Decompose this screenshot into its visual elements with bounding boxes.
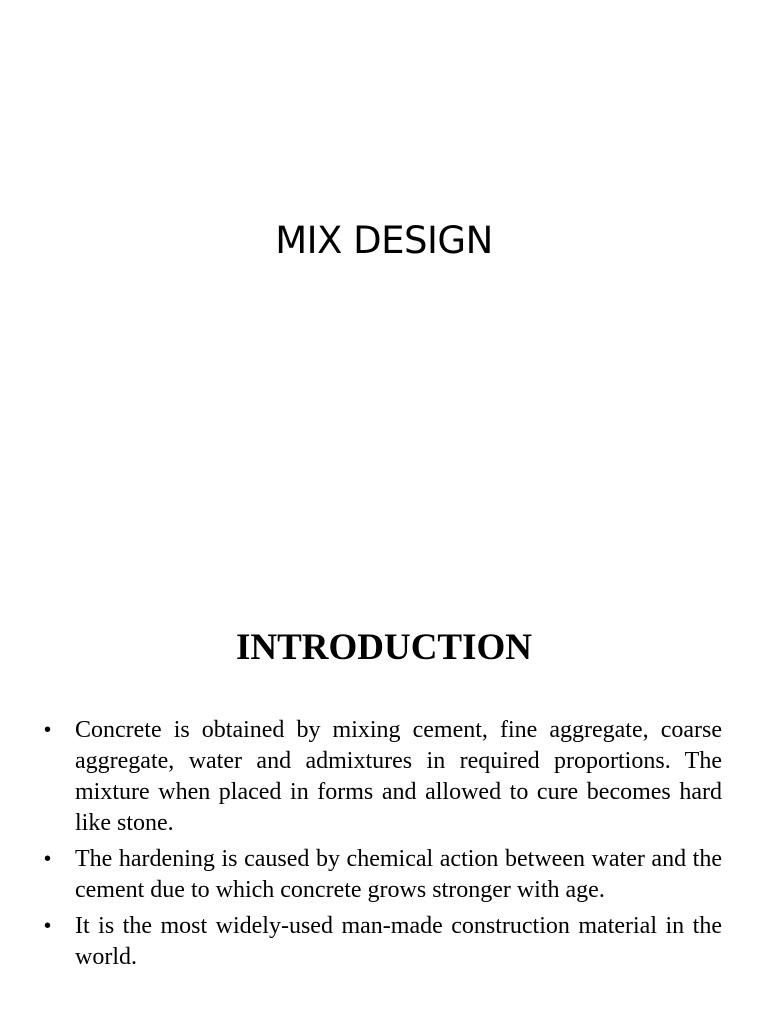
bullet-item: [44, 715, 722, 839]
bullet-item: [44, 844, 722, 906]
bullet-text: Concrete is obtained by mixing cement, fine aggregate, coarse aggregate, water and admixtures in required proportions. The mixture when placed in forms and allowed to cure becomes hard like stone.: [75, 717, 722, 836]
bullet-text: It is the most widely-used man-made construction material in the world.: [75, 913, 722, 970]
section-heading: INTRODUCTION: [235, 627, 533, 668]
bullet-list: [44, 715, 722, 978]
bullet-icon: •: [44, 719, 52, 741]
bullet-icon: •: [44, 848, 52, 870]
bullet-text: The hardening is caused by chemical action between water and the cement due to which concrete grows stronger with age.: [75, 846, 722, 903]
bullet-item: [44, 911, 722, 973]
slide-title: MIX DESIGN: [275, 219, 493, 262]
bullet-icon: •: [44, 915, 52, 937]
